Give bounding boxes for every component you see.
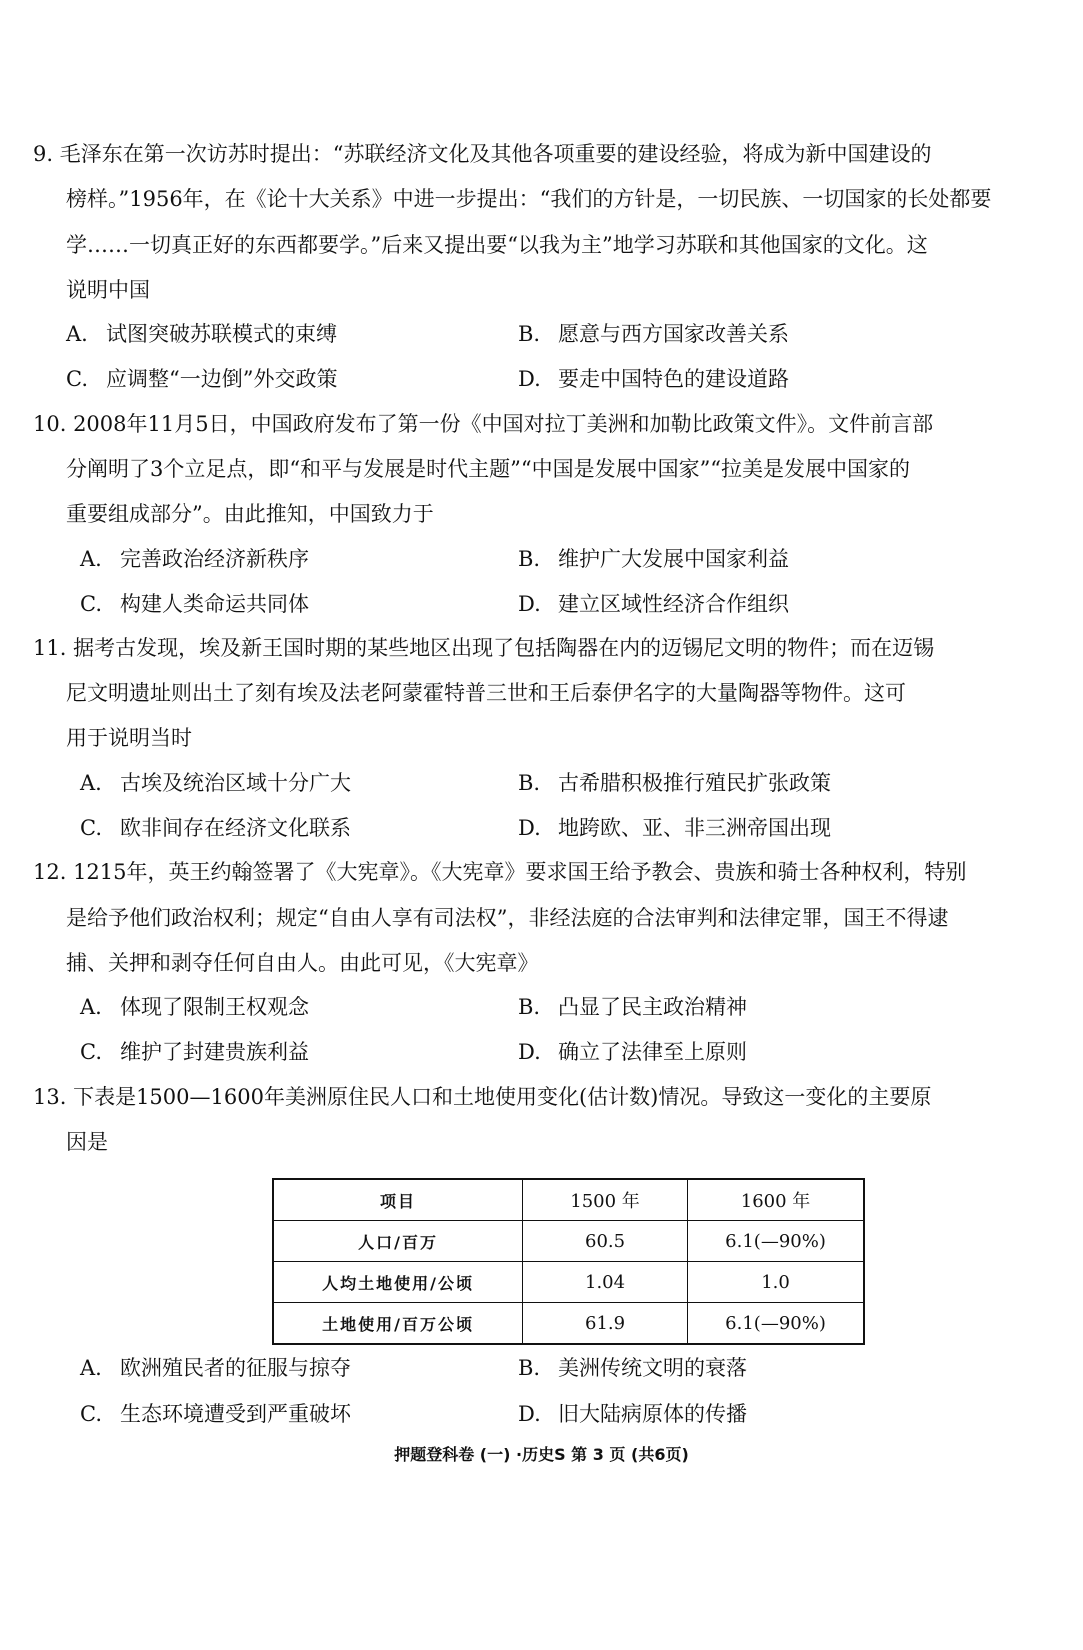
option-c bbox=[80, 1404, 351, 1425]
option-letter: D. bbox=[518, 1040, 541, 1064]
option-text: 维护了封建贵族利益 bbox=[120, 1040, 309, 1064]
question-text-line: 说明中国 bbox=[66, 278, 150, 302]
option-d bbox=[518, 1404, 747, 1425]
option-b bbox=[518, 324, 789, 345]
table-header-cell: 1600 年 bbox=[688, 1179, 864, 1221]
table-cell: 6.1(—90%) bbox=[688, 1221, 864, 1262]
option-text: 完善政治经济新秩序 bbox=[120, 547, 309, 571]
option-c bbox=[80, 594, 309, 615]
table-row bbox=[273, 1303, 864, 1345]
option-letter: B. bbox=[518, 771, 541, 795]
table-cell: 人口/百万 bbox=[273, 1221, 523, 1262]
option-text: 欧非间存在经济文化联系 bbox=[120, 816, 351, 840]
question-text-line: 学……一切真正好的东西都要学。”后来又提出要“以我为主”地学习苏联和其他国家的文化。这 bbox=[66, 233, 928, 257]
option-letter: C. bbox=[80, 592, 102, 616]
option-letter: D. bbox=[518, 816, 541, 840]
option-text: 维护广大发展中国家利益 bbox=[558, 547, 789, 571]
option-text: 愿意与西方国家改善关系 bbox=[558, 322, 789, 346]
table-cell: 61.9 bbox=[523, 1303, 688, 1345]
question-text-line: 因是 bbox=[66, 1130, 108, 1154]
option-text: 古埃及统治区域十分广大 bbox=[120, 771, 351, 795]
option-text: 美洲传统文明的衰落 bbox=[558, 1356, 747, 1380]
option-text: 旧大陆病原体的传播 bbox=[558, 1402, 747, 1426]
option-c bbox=[66, 369, 337, 390]
table-cell: 1.04 bbox=[523, 1262, 688, 1303]
option-letter: D. bbox=[518, 1402, 541, 1426]
option-b bbox=[518, 549, 789, 570]
option-letter: A. bbox=[80, 547, 102, 571]
question-text-line: 9. 毛泽东在第一次访苏时提出：“苏联经济文化及其他各项重要的建设经验，将成为新中国建设的 bbox=[33, 142, 932, 166]
option-letter: D. bbox=[518, 592, 541, 616]
option-a bbox=[80, 997, 309, 1018]
table-cell: 60.5 bbox=[523, 1221, 688, 1262]
option-a bbox=[80, 773, 351, 794]
option-letter: A. bbox=[66, 322, 88, 346]
option-a bbox=[80, 1358, 351, 1379]
option-a bbox=[80, 549, 309, 570]
option-d bbox=[518, 369, 789, 390]
option-text: 确立了法律至上原则 bbox=[558, 1040, 747, 1064]
option-b bbox=[518, 773, 831, 794]
option-text: 体现了限制王权观念 bbox=[120, 995, 309, 1019]
option-letter: B. bbox=[518, 547, 541, 571]
question-text-line: 尼文明遗址则出土了刻有埃及法老阿蒙霍特普三世和王后泰伊名字的大量陶器等物件。这可 bbox=[66, 681, 906, 705]
option-letter: B. bbox=[518, 995, 541, 1019]
table-header-cell: 项目 bbox=[273, 1179, 523, 1221]
option-letter: C. bbox=[80, 1402, 102, 1426]
option-text: 欧洲殖民者的征服与掠夺 bbox=[120, 1356, 351, 1380]
question-text-line: 是给予他们政治权利；规定“自由人享有司法权”，非经法庭的合法审判和法律定罪，国王不得逮 bbox=[66, 906, 949, 930]
question-text-line: 10. 2008年11月5日，中国政府发布了第一份《中国对拉丁美洲和加勒比政策文件》。文件前言部 bbox=[33, 412, 934, 436]
option-a bbox=[66, 324, 337, 345]
table-cell: 1.0 bbox=[688, 1262, 864, 1303]
option-letter: C. bbox=[66, 367, 88, 391]
question-text-line: 重要组成部分”。由此推知，中国致力于 bbox=[66, 502, 434, 526]
option-text: 要走中国特色的建设道路 bbox=[558, 367, 789, 391]
question-text-line: 用于说明当时 bbox=[66, 726, 192, 750]
option-text: 古希腊积极推行殖民扩张政策 bbox=[558, 771, 831, 795]
option-b bbox=[518, 1358, 747, 1379]
table-row bbox=[273, 1221, 864, 1262]
option-letter: A. bbox=[80, 771, 102, 795]
option-d bbox=[518, 818, 831, 839]
option-letter: C. bbox=[80, 1040, 102, 1064]
option-letter: A. bbox=[80, 995, 102, 1019]
option-letter: B. bbox=[518, 1356, 541, 1380]
option-letter: A. bbox=[80, 1356, 102, 1380]
table-cell: 6.1(—90%) bbox=[688, 1303, 864, 1345]
option-letter: B. bbox=[518, 322, 541, 346]
question-text-line: 榜样。”1956年，在《论十大关系》中进一步提出：“我们的方针是，一切民族、一切国家的长处都要 bbox=[66, 187, 992, 211]
page-footer: 押题登科卷 (一) ·历史S 第 3 页 (共6页) bbox=[394, 1445, 689, 1464]
table-cell: 人均土地使用/公顷 bbox=[273, 1262, 523, 1303]
option-d bbox=[518, 1042, 747, 1063]
question-text-line: 13. 下表是1500—1600年美洲原住民人口和土地使用变化(估计数)情况。导致这一变化的主要原 bbox=[33, 1085, 932, 1109]
option-d bbox=[518, 594, 789, 615]
table-header-cell: 1500 年 bbox=[523, 1179, 688, 1221]
question-text-line: 11. 据考古发现，埃及新王国时期的某些地区出现了包括陶器在内的迈锡尼文明的物件；而在迈锡 bbox=[33, 636, 935, 660]
population-land-table bbox=[272, 1178, 865, 1345]
option-text: 生态环境遭受到严重破坏 bbox=[120, 1402, 351, 1426]
option-text: 构建人类命运共同体 bbox=[120, 592, 309, 616]
option-c bbox=[80, 818, 351, 839]
option-letter: C. bbox=[80, 816, 102, 840]
question-text-line: 12. 1215年，英王约翰签署了《大宪章》。《大宪章》要求国王给予教会、贵族和骑士各种权利，特别 bbox=[33, 860, 967, 884]
table-row bbox=[273, 1262, 864, 1303]
table-header-row bbox=[273, 1179, 864, 1221]
question-text-line: 分阐明了3个立足点，即“和平与发展是时代主题”“中国是发展中国家”“拉美是发展中国家的 bbox=[66, 457, 911, 481]
table-cell: 土地使用/百万公顷 bbox=[273, 1303, 523, 1345]
option-text: 凸显了民主政治精神 bbox=[558, 995, 747, 1019]
option-text: 试图突破苏联模式的束缚 bbox=[106, 322, 337, 346]
option-letter: D. bbox=[518, 367, 541, 391]
option-text: 地跨欧、亚、非三洲帝国出现 bbox=[558, 816, 831, 840]
question-text-line: 捕、关押和剥夺任何自由人。由此可见，《大宪章》 bbox=[66, 951, 539, 975]
option-text: 应调整“一边倒”外交政策 bbox=[106, 367, 338, 391]
option-b bbox=[518, 997, 747, 1018]
option-text: 建立区域性经济合作组织 bbox=[558, 592, 789, 616]
option-c bbox=[80, 1042, 309, 1063]
